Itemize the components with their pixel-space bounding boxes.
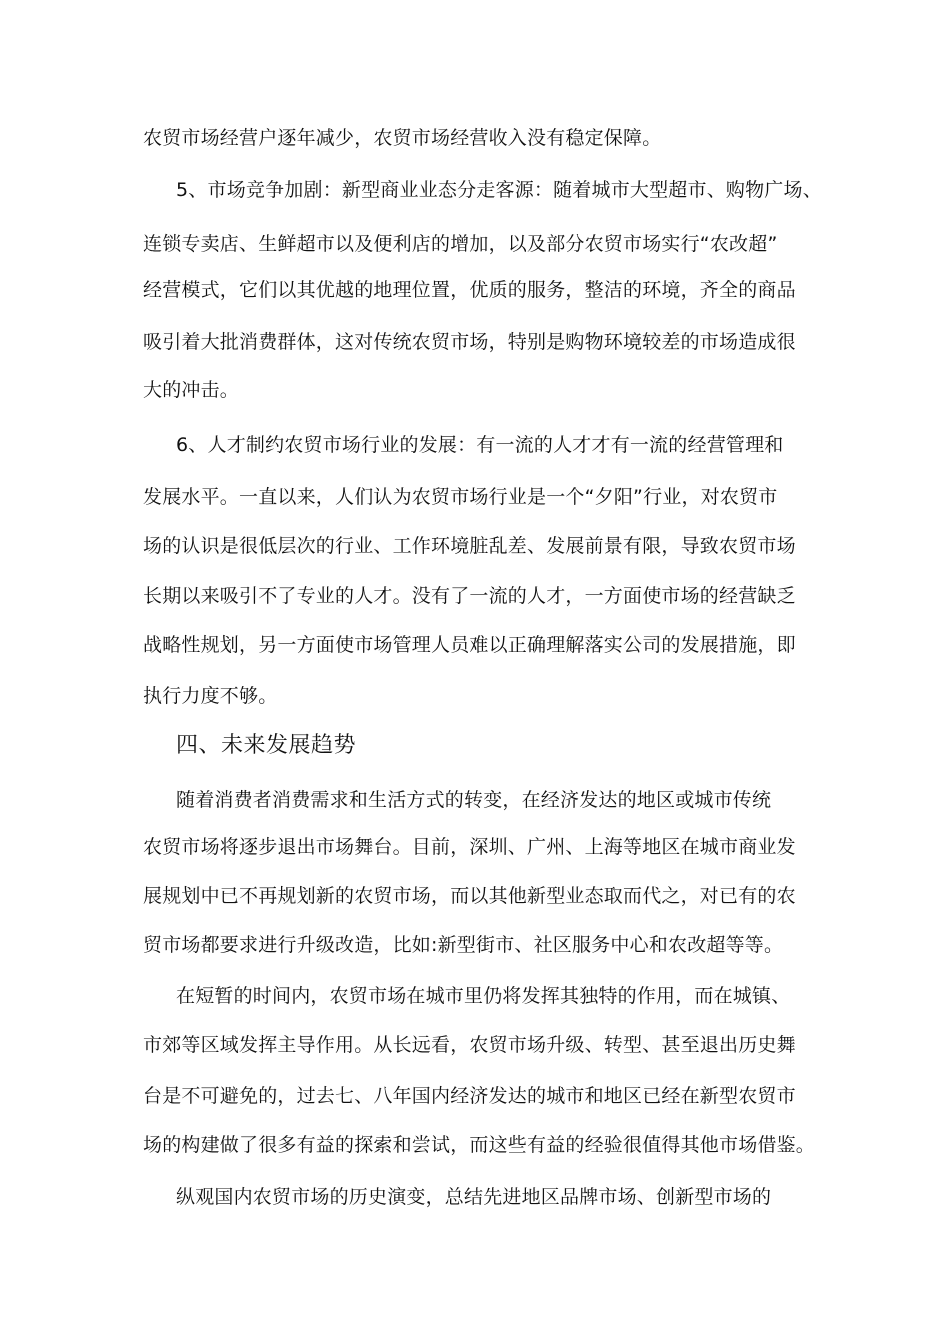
text-line: 展规划中已不再规划新的农贸市场，而以其他新型业态取而代之，对已有的农	[143, 885, 796, 907]
text-line: 经营模式，它们以其优越的地理位置，优质的服务，整洁的环境，齐全的商品	[143, 279, 796, 301]
text-line: 长期以来吸引不了专业的人才。没有了一流的人才，一方面使市场的经营缺乏	[143, 585, 796, 607]
text-line: 纵观国内农贸市场的历史演变，总结先进地区品牌市场、创新型市场的	[176, 1186, 772, 1208]
text-line: 农贸市场经营户逐年减少，农贸市场经营收入没有稳定保障。	[143, 127, 662, 149]
text-line: 场的认识是很低层次的行业、工作环境脏乱差、发展前景有限，导致农贸市场	[143, 535, 796, 557]
text-line: 执行力度不够。	[143, 685, 278, 707]
text-line: 连锁专卖店、生鲜超市以及便利店的增加，以及部分农贸市场实行“农改超”	[143, 233, 778, 255]
text-line: 场的构建做了很多有益的探索和尝试，而这些有益的经验很值得其他市场借鉴。	[143, 1134, 816, 1156]
text-line: 随着消费者消费需求和生活方式的转变，在经济发达的地区或城市传统	[176, 789, 772, 811]
text-line: 6、人才制约农贸市场行业的发展：有一流的人才才有一流的经营管理和	[176, 434, 784, 456]
text-line: 吸引着大批消费群体，这对传统农贸市场，特别是购物环境较差的市场造成很	[143, 331, 796, 353]
text-line: 农贸市场将逐步退出市场舞台。目前，深圳、广州、上海等地区在城市商业发	[143, 836, 796, 858]
text-line: 台是不可避免的，过去七、八年国内经济发达的城市和地区已经在新型农贸市	[143, 1085, 796, 1107]
text-line: 大的冲击。	[143, 379, 240, 401]
text-line: 市郊等区域发挥主导作用。从长远看，农贸市场升级、转型、甚至退出历史舞	[143, 1034, 796, 1056]
text-line: 5、市场竞争加剧：新型商业业态分走客源：随着城市大型超市、购物广场、	[176, 179, 822, 201]
text-line: 发展水平。一直以来，人们认为农贸市场行业是一个“夕阳”行业，对农贸市	[143, 486, 778, 508]
section-heading: 四、未来发展趋势	[176, 733, 357, 758]
text-line: 贸市场都要求进行升级改造，比如:新型街市、社区服务中心和农改超等等。	[143, 934, 784, 956]
text-line: 在短暂的时间内，农贸市场在城市里仍将发挥其独特的作用，而在城镇、	[176, 985, 791, 1007]
text-line: 战略性规划，另一方面使市场管理人员难以正确理解落实公司的发展措施，即	[143, 634, 796, 656]
